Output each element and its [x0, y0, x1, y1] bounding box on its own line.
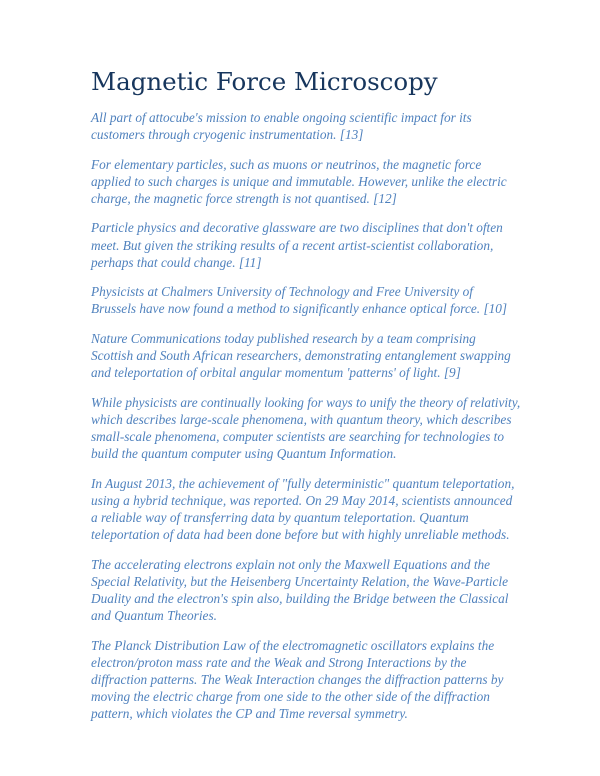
paragraph-3: Particle physics and decorative glassware are two disciplines that don't often meet. But given the striking results of a recent artist-scientist collaboration, perhaps that could change. [11]	[91, 220, 503, 270]
paragraph-4: Physicists at Chalmers University of Technology and Free University of Brussels have now found a method to significantly enhance optical force. [10]	[91, 284, 508, 317]
paragraph-5: Nature Communications today published research by a team comprising Scottish and South African researchers, demonstrating entanglement swapping and teleportation of orbital angular momentum 'patterns' of light. [9]	[91, 330, 511, 381]
paragraph-6: While physicists are continually looking for ways to unify the theory of relativity, which describes large-scale phenomena, with quantum theory, which describes small-scale phenomena, computer scientists are searching for technologies to build the quantum computer using Quantum Information.	[91, 394, 521, 462]
paragraph-7: In August 2013, the achievement of "fully deterministic" quantum teleportation, using a hybrid technique, was reported. On 29 May 2014, scientists announced a reliable way of transferring data by quantum teleportation. Quantum teleportation of data had been done before but with highly unreliable methods.	[91, 475, 515, 543]
paragraph-2: For elementary particles, such as muons or neutrinos, the magnetic force applied to such charges is unique and immutable. However, unlike the electric charge, the magnetic force strength is not quantised. [12]	[91, 156, 507, 206]
paragraph-list	[91, 109, 521, 735]
paragraph-1: All part of attocube's mission to enable ongoing scientific impact for its customers through cryogenic instrumentation. [13]	[91, 110, 472, 143]
paragraph-8: The accelerating electrons explain not only the Maxwell Equations and the Special Relativity, but the Heisenberg Uncertainty Relation, the Wave-Particle Duality and the electron's spin also, building the Bridge between the Classical and Quantum Theories.	[91, 556, 509, 624]
page-title: Magnetic Force Microscopy	[91, 67, 438, 96]
paragraph-9: The Planck Distribution Law of the electromagnetic oscillators explains the electron/proton mass rate and the Weak and Strong Interactions by the diffraction patterns. The Weak Interaction changes the diffraction patterns by moving the electric charge from one side to the other side of the diffraction pattern, which violates the CP and Time reversal symmetry.	[91, 637, 504, 722]
